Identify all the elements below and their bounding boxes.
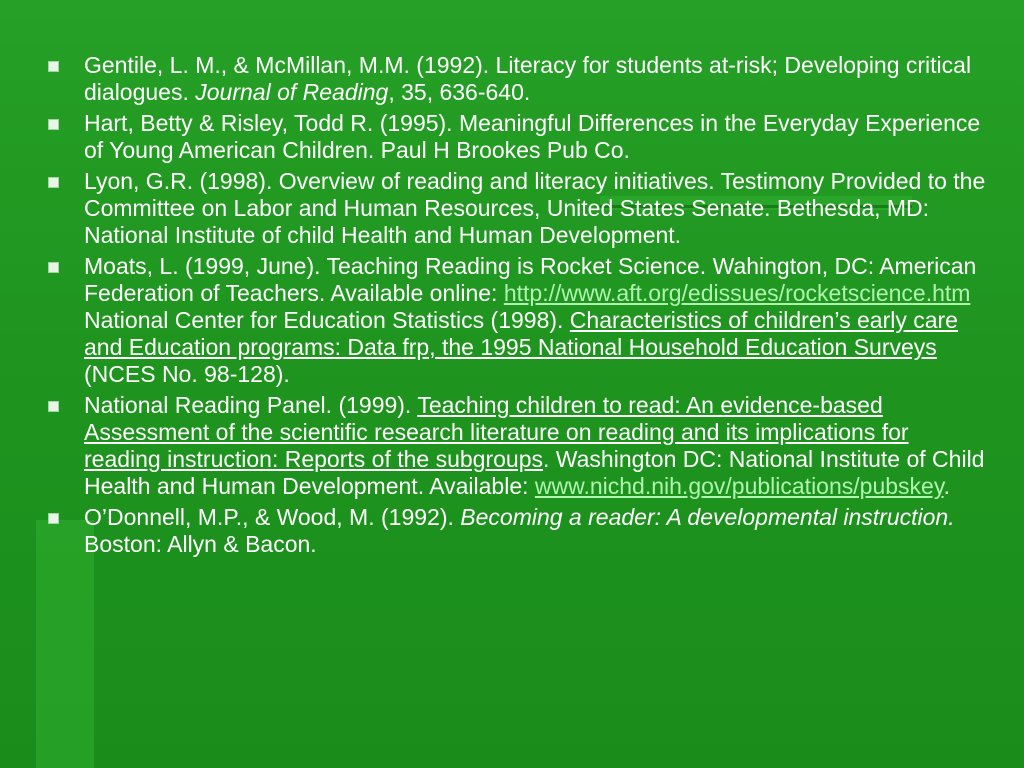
square-bullet-icon [48,177,59,188]
square-bullet-icon [48,262,59,273]
reference-link[interactable]: http://www.aft.org/edissues/rocketscience.htm [503,280,971,306]
reference-text: Moats, L. (1999, June). Teaching Reading is Rocket Science. Wahington, DC: American Federation of Teachers. Available online: [84,253,977,306]
reference-title-italic: Becoming a reader: A developmental instruction. [460,504,955,530]
square-bullet-icon [48,61,59,72]
square-bullet-icon [48,401,59,412]
reference-text: Gentile, L. M., & McMillan, M.M. (1992). Literacy for students at-risk; Developing critical dialogues. [84,52,972,105]
reference-item [48,168,988,249]
reference-text: O’Donnell, M.P., & Wood, M. (1992). [84,504,461,530]
reference-text: Lyon, G.R. (1998). Overview of reading and literacy initiatives. Testimony Provided to the Committee on Labor and Human Resources, United States Senate. Bethesda, MD: National Institute of child Health and Human Development. [84,168,986,248]
reference-text: National Reading Panel. (1999). [84,392,418,418]
reference-title-underlined: Characteristics of children’s early care and Education programs: Data frp, the 1995 National Household Education Surveys [84,307,958,360]
square-bullet-icon [48,119,59,130]
reference-item [48,52,988,106]
reference-item [48,253,988,388]
reference-text: . Washington DC: National Institute of Child Health and Human Development. Available: [84,446,985,499]
reference-text: Boston: Allyn & Bacon. [84,531,317,557]
reference-list [48,52,988,562]
reference-text: (NCES No. 98-128). [84,361,290,387]
square-bullet-icon [48,513,59,524]
reference-item [48,392,988,500]
reference-item [48,504,988,558]
reference-title-underlined: Teaching children to read: An evidence-based Assessment of the scientific research literature on reading and its implications for reading instruction: Reports of the subgroups [84,392,909,472]
reference-item [48,110,988,164]
reference-text: National Center for Education Statistics (1998). [84,307,570,333]
reference-link[interactable]: www.nichd.nih.gov/publications/pubskey [534,473,944,499]
reference-text: , 35, 636-640. [388,79,531,105]
reference-text: . [943,473,950,499]
reference-text: Hart, Betty & Risley, Todd R. (1995). Meaningful Differences in the Everyday Experience of Young American Children. Paul H Brookes Pub Co. [84,110,981,163]
reference-title-italic: Journal of Reading [195,79,389,105]
